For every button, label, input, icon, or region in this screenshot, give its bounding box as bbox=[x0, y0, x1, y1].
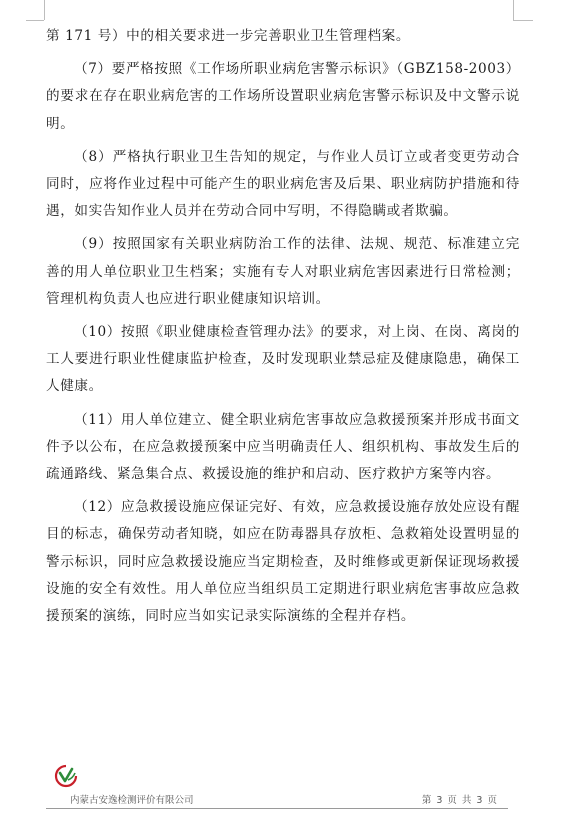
paragraph-9: （9）按照国家有关职业病防治工作的法律、法规、规范、标准建立完善的用人单位职业卫生档案；实施有专人对职业病危害因素进行日常检测；管理机构负责人也应进行职业健康知识培训。 bbox=[46, 236, 520, 307]
margin-corner-top-right-h bbox=[513, 20, 533, 21]
document-body bbox=[46, 23, 520, 636]
paragraph-12: （12）应急救援设施应保证完好、有效，应急救援设施存放处应设有醒目的标志，确保劳动者知晓，如应在防毒器具存放柜、急救箱处设置明显的警示标识，同时应急救援设施应当定期检查，及时维修或更新保证现场救援设施的安全有效性。用人单位应当组织员工定期进行职业病危害事故应急救援预案的演练，同时应当如实记录实际演练的全程并存档。 bbox=[46, 499, 520, 625]
paragraph-11: （11）用人单位建立、健全职业病危害事故应急救援预案并形成书面文件予以公布，在应急救援预案中应当明确责任人、组织机构、事故发生后的疏通路线、紧急集合点、救援设施的维护和启动、医疗救护方案等内容。 bbox=[46, 411, 520, 483]
paragraph-8: （8）严格执行职业卫生告知的规定，与作业人员订立或者变更劳动合同时，应将作业过程中可能产生的职业病危害及后果、职业病防护措施和待遇，如实告知作业人员并在劳动合同中写明，不得隐瞒或者欺骗。 bbox=[46, 148, 520, 220]
company-logo-icon bbox=[54, 764, 78, 788]
footer-divider bbox=[46, 808, 508, 809]
page-footer bbox=[46, 764, 502, 812]
margin-corner-top-left bbox=[44, 0, 45, 20]
margin-corner-top-right bbox=[513, 0, 514, 20]
margin-corner-top-left-h bbox=[26, 20, 44, 21]
company-name: 内蒙古安逸检测评价有限公司 bbox=[70, 795, 194, 806]
page-number: 第 3 页 共 3 页 bbox=[421, 795, 498, 806]
paragraph-7: （7）要严格按照《工作场所职业病危害警示标识》（GBZ158-2003）的要求在存在职业病危害的工作场所设置职业病危害警示标识及中文警示说明。 bbox=[46, 61, 520, 132]
paragraph-10: （10）按照《职业健康检查管理办法》的要求，对上岗、在岗、离岗的工人要进行职业性健康监护检查，及时发现职业禁忌症及健康隐患，确保工人健康。 bbox=[46, 324, 520, 395]
paragraph-continuation: 第 171 号）中的相关要求进一步完善职业卫生管理档案。 bbox=[46, 28, 411, 44]
